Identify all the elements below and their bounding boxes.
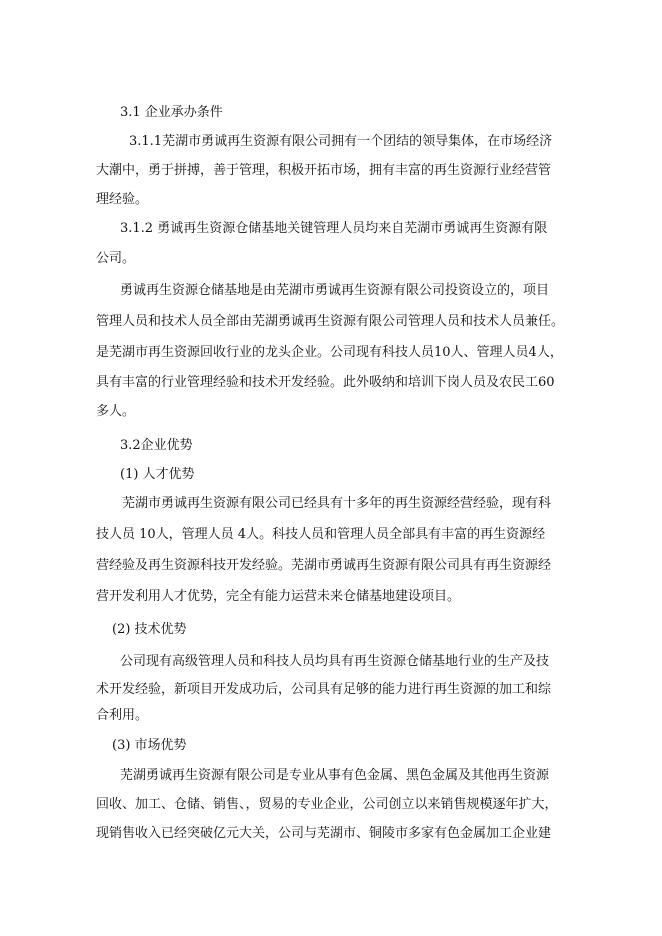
p1-line-2: 大潮中，勇于拼搏，善于管理，积极开拓市场，拥有丰富的再生资源行业经营管 <box>96 163 552 178</box>
heading-tech: (2) 技术优势 <box>112 622 187 637</box>
p3-line-1: 勇诚再生资源仓储基地是由芜湖市勇诚再生资源有限公司投资设立的，项目 <box>120 283 550 298</box>
talent-line-3: 营经验及再生资源科技开发经验。芜湖市勇诚再生资源有限公司具有再生资源经 <box>96 558 552 573</box>
heading-3-2: 3.2企业优势 <box>120 438 193 453</box>
p1-line-3: 理经验。 <box>96 192 149 207</box>
tech-line-3: 合利用。 <box>96 708 149 723</box>
p2-line-2: 公司。 <box>96 251 136 266</box>
p1-line-1: 3.1.1芜湖市勇诚再生资源有限公司拥有一个团结的领导集体，在市场经济 <box>129 134 553 149</box>
p3-line-3: 是芜湖市再生资源回收行业的龙头企业。公司现有科技人员10人、管理人员4人， <box>96 345 563 360</box>
talent-line-1: 芜湖市勇诚再生资源有限公司已经具有十多年的再生资源经营经验，现有科 <box>122 496 552 511</box>
p3-line-4: 具有丰富的行业管理经验和技术开发经验。此外吸纳和培训下岗人员及农民工60 <box>96 375 555 390</box>
p3-line-5: 多人。 <box>96 404 136 419</box>
heading-market: (3) 市场优势 <box>112 738 187 753</box>
tech-line-2: 术开发经验，新项目开发成功后，公司具有足够的能力进行再生资源的加工和综 <box>96 682 552 697</box>
market-line-2: 回收、加工、仓储、销售、，贸易的专业企业，公司创立以来销售规模逐年扩大， <box>96 797 558 812</box>
heading-talent: (1) 人才优势 <box>120 467 195 482</box>
talent-line-2: 技人员 10人，管理人员 4人。科技人员和管理人员全部具有丰富的再生资源经 <box>96 527 546 542</box>
tech-line-1: 公司现有高级管理人员和科技人员均具有再生资源仓储基地行业的生产及技 <box>120 654 550 669</box>
talent-line-4: 营开发利用人才优势，完全有能力运营未来仓储基地建设项目。 <box>96 589 461 604</box>
market-line-3: 现销售收入已经突破亿元大关，公司与芜湖市、铜陵市多家有色金属加工企业建 <box>96 826 552 841</box>
p2-line-1: 3.1.2 勇诚再生资源仓储基地关键管理人员均来自芜湖市勇诚再生资源有限 <box>120 221 548 236</box>
heading-3-1: 3.1 企业承办条件 <box>120 105 223 120</box>
market-line-1: 芜湖勇诚再生资源有限公司是专业从事有色金属、黑色金属及其他再生资源 <box>120 768 550 783</box>
p3-line-2: 管理人员和技术人员全部由芜湖勇诚再生资源有限公司管理人员和技术人员兼任。 <box>96 314 565 329</box>
